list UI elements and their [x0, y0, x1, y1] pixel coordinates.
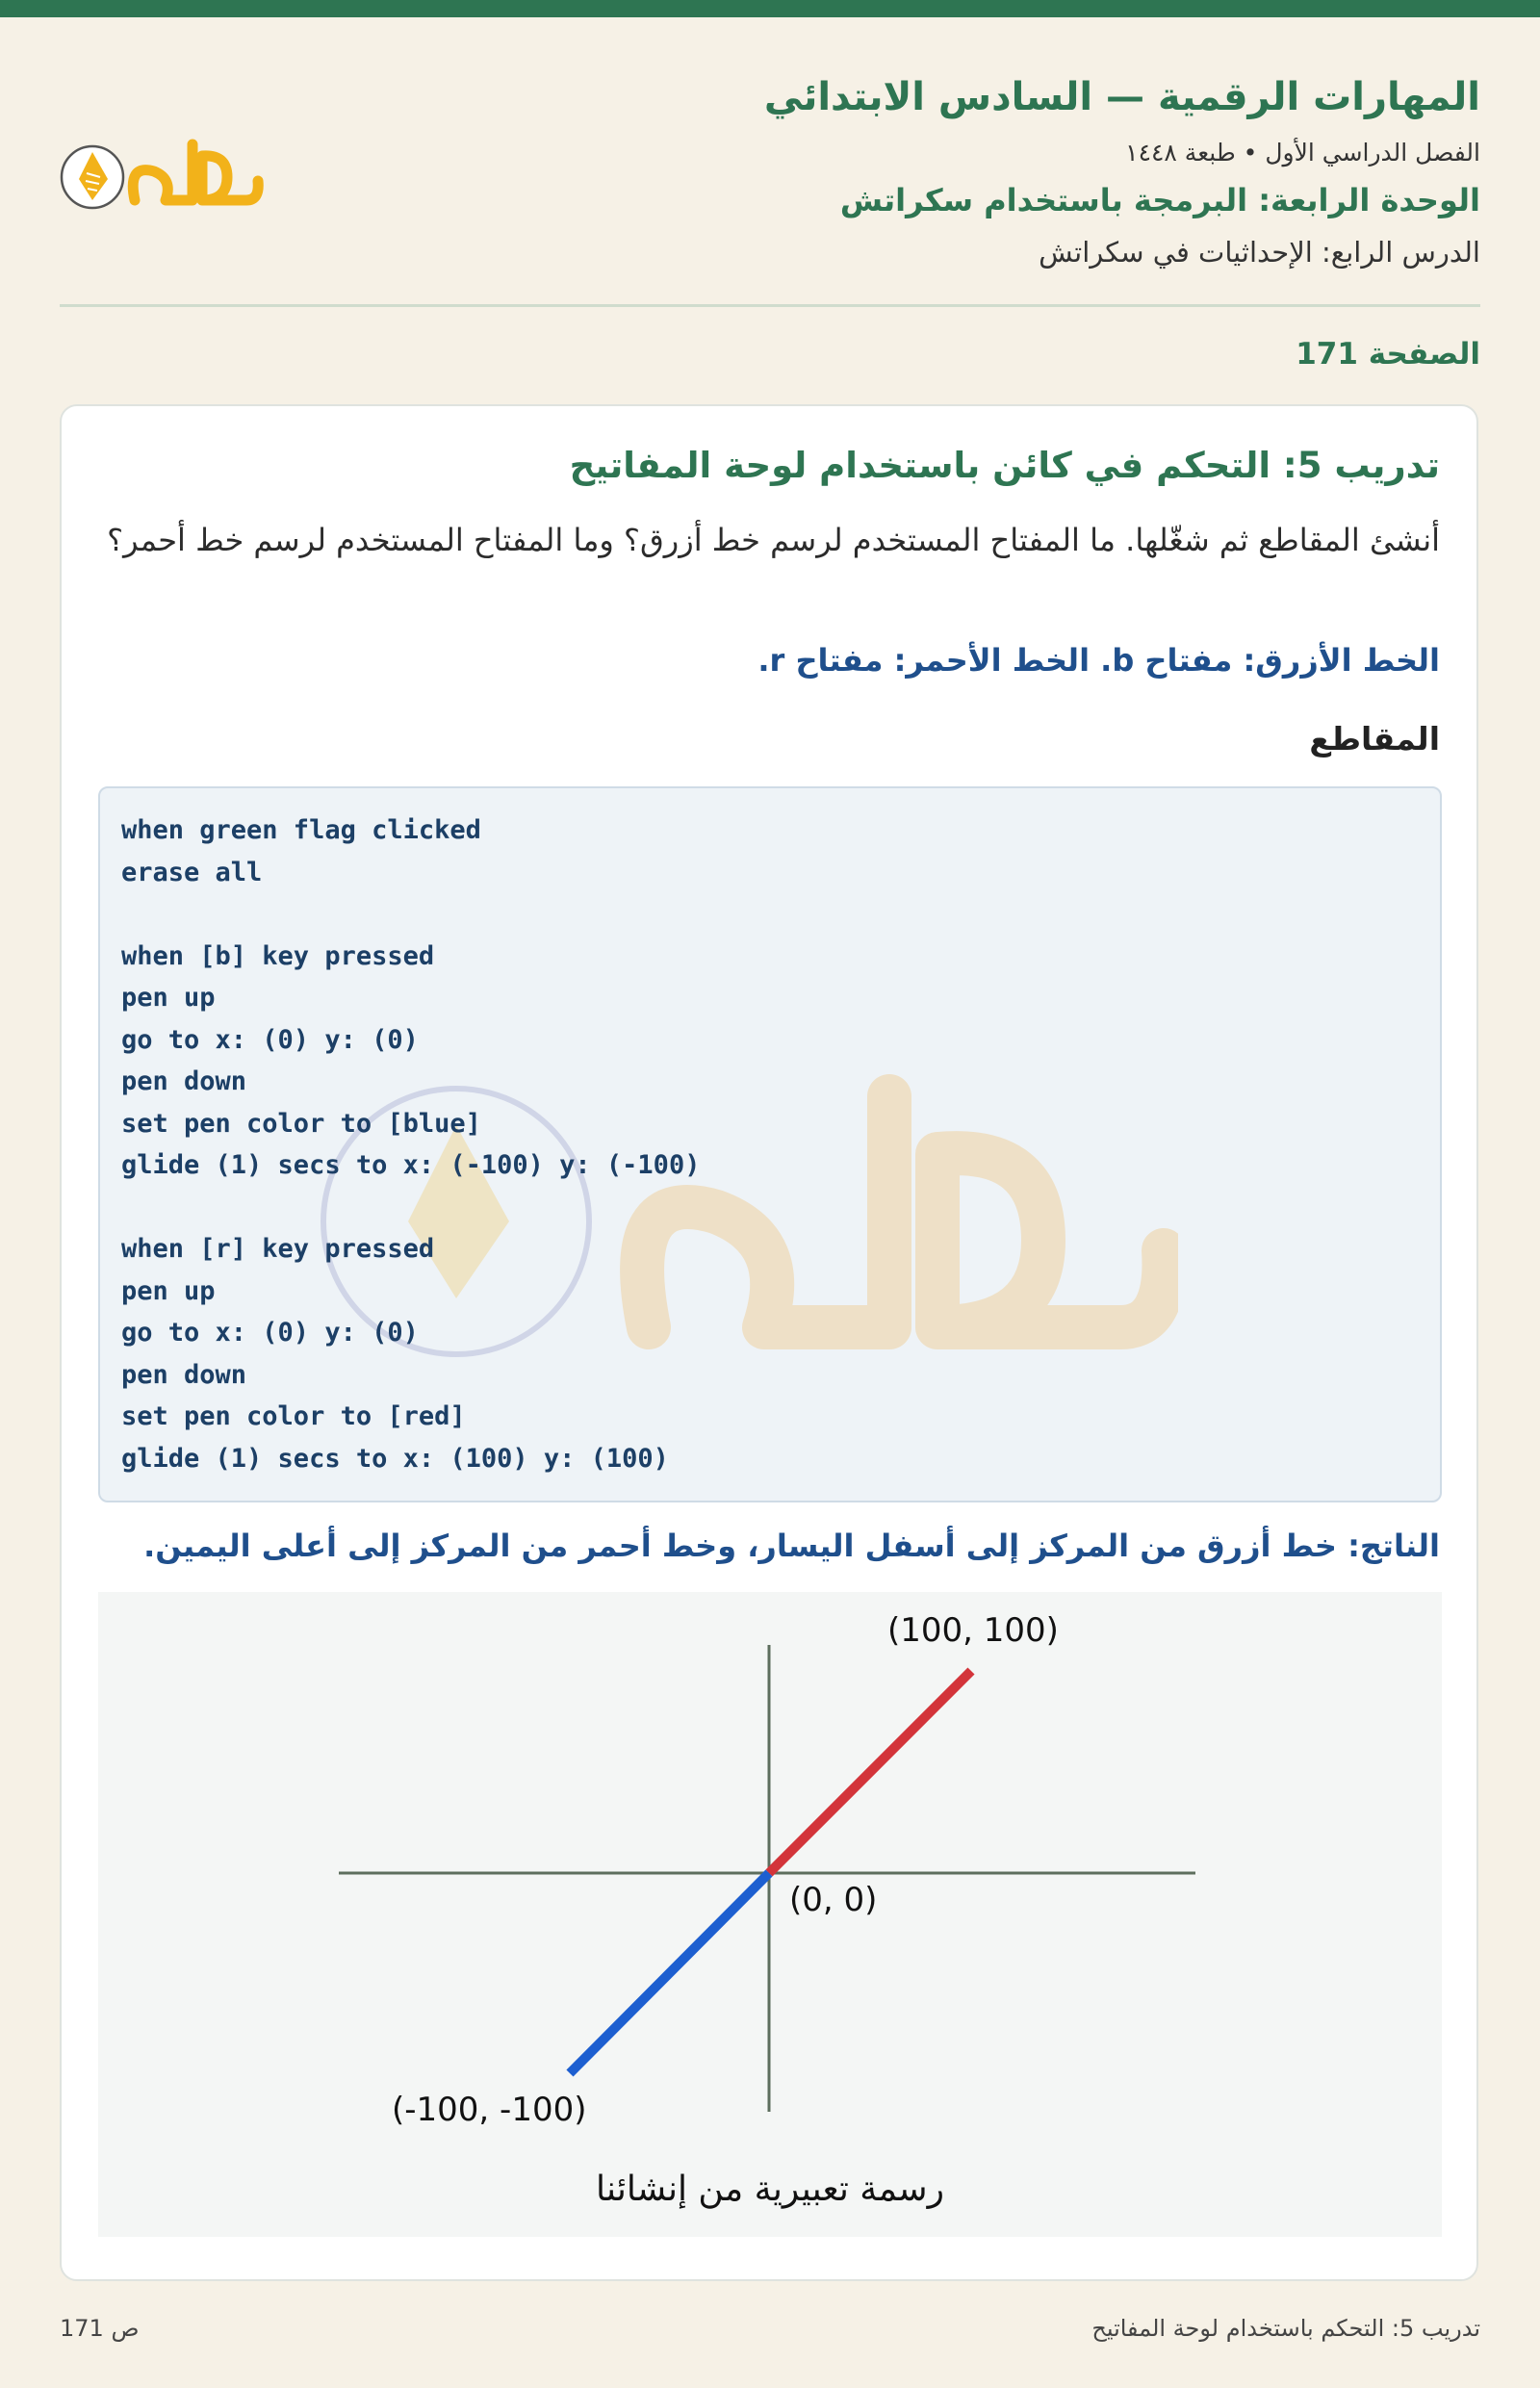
code-line: when [b] key pressed: [121, 940, 435, 971]
code-line: set pen color to [blue]: [121, 1108, 481, 1139]
lesson-title: الدرس الرابع: الإحداثيات في سكراتش: [1039, 236, 1480, 269]
label-bottom-left: (-100, -100): [392, 2091, 587, 2129]
code-line: pen up: [121, 983, 216, 1013]
exercise-question: أنشئ المقاطع ثم شغّلها. ما المفتاح المستخدم لرسم خط أزرق؟ وما المفتاح المستخدم لرسم خط أحمر؟: [107, 522, 1440, 558]
exercise-title: تدريب 5: التحكم في كائن باستخدام لوحة المفاتيح: [569, 445, 1440, 486]
code-line: erase all: [121, 857, 263, 887]
code-line: when green flag clicked: [121, 815, 481, 845]
footer-exercise-title: تدريب 5: التحكم باستخدام لوحة المفاتيح: [1091, 2315, 1480, 2342]
label-top-right: (100, 100): [887, 1611, 1059, 1650]
code-line: pen down: [121, 1066, 247, 1096]
code-line: glide (1) secs to x: (-100) y: (-100): [121, 1150, 701, 1180]
code-line: pen down: [121, 1359, 247, 1390]
code-line: go to x: (0) y: (0): [121, 1318, 419, 1348]
code-line: glide (1) secs to x: (100) y: (100): [121, 1443, 669, 1474]
hulul-logo: [58, 125, 270, 221]
code-line: go to x: (0) y: (0): [121, 1024, 419, 1055]
result-text: الناتج: خط أزرق من المركز إلى أسفل اليسار، وخط أحمر من المركز إلى أعلى اليمين.: [143, 1528, 1440, 1564]
code-block: [98, 786, 1442, 1502]
code-line: when [r] key pressed: [121, 1234, 435, 1264]
code-line: [121, 893, 700, 936]
code-lines: [121, 809, 700, 1479]
diagram-caption: رسمة تعبيرية من إنشائنا: [596, 2170, 944, 2209]
top-accent-bar: [0, 0, 1540, 17]
code-line: pen up: [121, 1275, 216, 1306]
page-header: [518, 67, 1480, 279]
coordinate-diagram: [98, 1592, 1442, 2237]
book-title: المهارات الرقمية — السادس الابتدائي: [763, 75, 1480, 119]
code-line: [121, 1187, 700, 1229]
code-line: set pen color to [red]: [121, 1401, 466, 1431]
page-number-label: الصفحة 171: [1296, 337, 1480, 372]
blue-line: [570, 1873, 769, 2073]
exercise-answer: الخط الأزرق: مفتاح b. الخط الأحمر: مفتاح r.: [757, 642, 1440, 679]
exercise-card: [60, 404, 1478, 2281]
code-heading: المقاطع: [1309, 720, 1440, 757]
unit-title: الوحدة الرابعة: البرمجة باستخدام سكراتش: [839, 182, 1480, 218]
red-line: [769, 1671, 971, 1873]
footer-page-number: ص 171: [60, 2315, 140, 2342]
label-origin: (0, 0): [789, 1881, 878, 1919]
book-subtitle: الفصل الدراسي الأول • طبعة ١٤٤٨: [1125, 139, 1480, 167]
header-divider: [60, 304, 1480, 307]
